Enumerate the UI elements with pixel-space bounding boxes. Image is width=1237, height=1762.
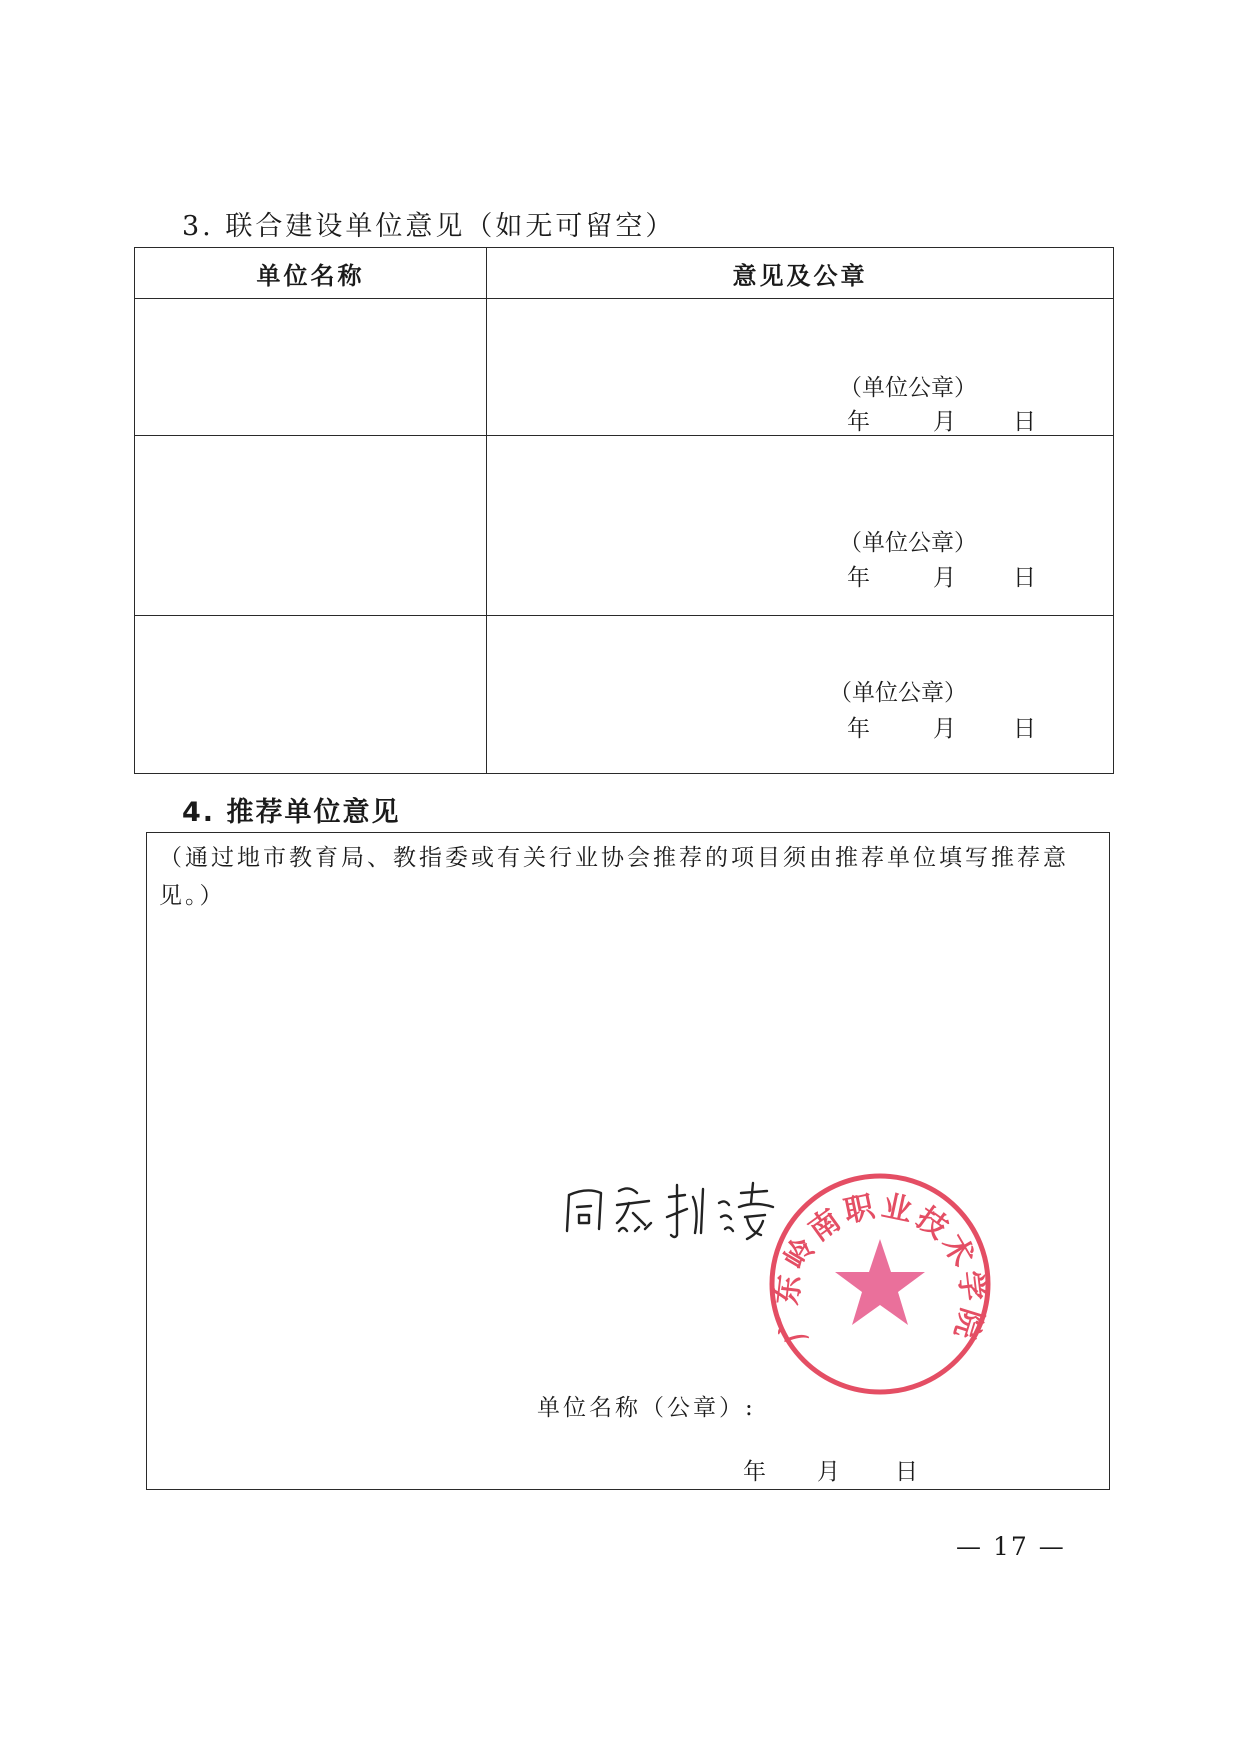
joint-units-table bbox=[134, 247, 1114, 774]
date-month: 月 bbox=[933, 716, 956, 742]
section-4-title: 4. 推荐单位意见 bbox=[182, 797, 401, 828]
header-unit-name: 单位名称 bbox=[135, 248, 487, 299]
opinion-cell[interactable] bbox=[487, 299, 1114, 436]
date-year: 年 bbox=[847, 409, 870, 435]
seal-label: （单位公章） bbox=[839, 530, 977, 556]
header-opinion-seal: 意见及公章 bbox=[487, 248, 1114, 299]
date-year: 年 bbox=[847, 716, 870, 742]
date-year: 年 bbox=[847, 565, 870, 591]
date-day: 日 bbox=[895, 1459, 918, 1485]
date-month: 月 bbox=[933, 565, 956, 591]
table-header-row bbox=[135, 248, 1114, 299]
date-line bbox=[847, 403, 1036, 436]
date-month: 月 bbox=[817, 1459, 840, 1485]
recommendation-box[interactable] bbox=[146, 832, 1110, 1490]
star-icon bbox=[835, 1239, 925, 1325]
date-line bbox=[847, 710, 1036, 743]
date-line bbox=[847, 559, 1036, 592]
seal-label: （单位公章） bbox=[839, 375, 977, 401]
opinion-cell[interactable] bbox=[487, 616, 1114, 774]
unit-name-cell[interactable] bbox=[135, 616, 487, 774]
date-day: 日 bbox=[1013, 409, 1036, 435]
unit-name-cell[interactable] bbox=[135, 299, 487, 436]
page-number: — 17 — bbox=[956, 1532, 1066, 1561]
table-row bbox=[135, 616, 1114, 774]
recommendation-date bbox=[743, 1453, 918, 1486]
table-row bbox=[135, 436, 1114, 616]
stamp-text: 广东岭南职业技术学院 bbox=[769, 1188, 991, 1347]
opinion-cell[interactable] bbox=[487, 436, 1114, 616]
date-day: 日 bbox=[1013, 716, 1036, 742]
seal-label: （单位公章） bbox=[829, 680, 967, 706]
date-day: 日 bbox=[1013, 565, 1036, 591]
unit-name-cell[interactable] bbox=[135, 436, 487, 616]
unit-name-seal-label: 单位名称（公章）: bbox=[537, 1395, 756, 1421]
handwritten-signature bbox=[559, 1173, 789, 1243]
date-month: 月 bbox=[933, 409, 956, 435]
table-row bbox=[135, 299, 1114, 436]
recommendation-note: （通过地市教育局、教指委或有关行业协会推荐的项目须由推荐单位填写推荐意见。） bbox=[159, 845, 1069, 909]
section-3-title: 3. 联合建设单位意见（如无可留空） bbox=[182, 211, 676, 242]
official-stamp bbox=[765, 1169, 995, 1399]
date-year: 年 bbox=[743, 1459, 766, 1485]
